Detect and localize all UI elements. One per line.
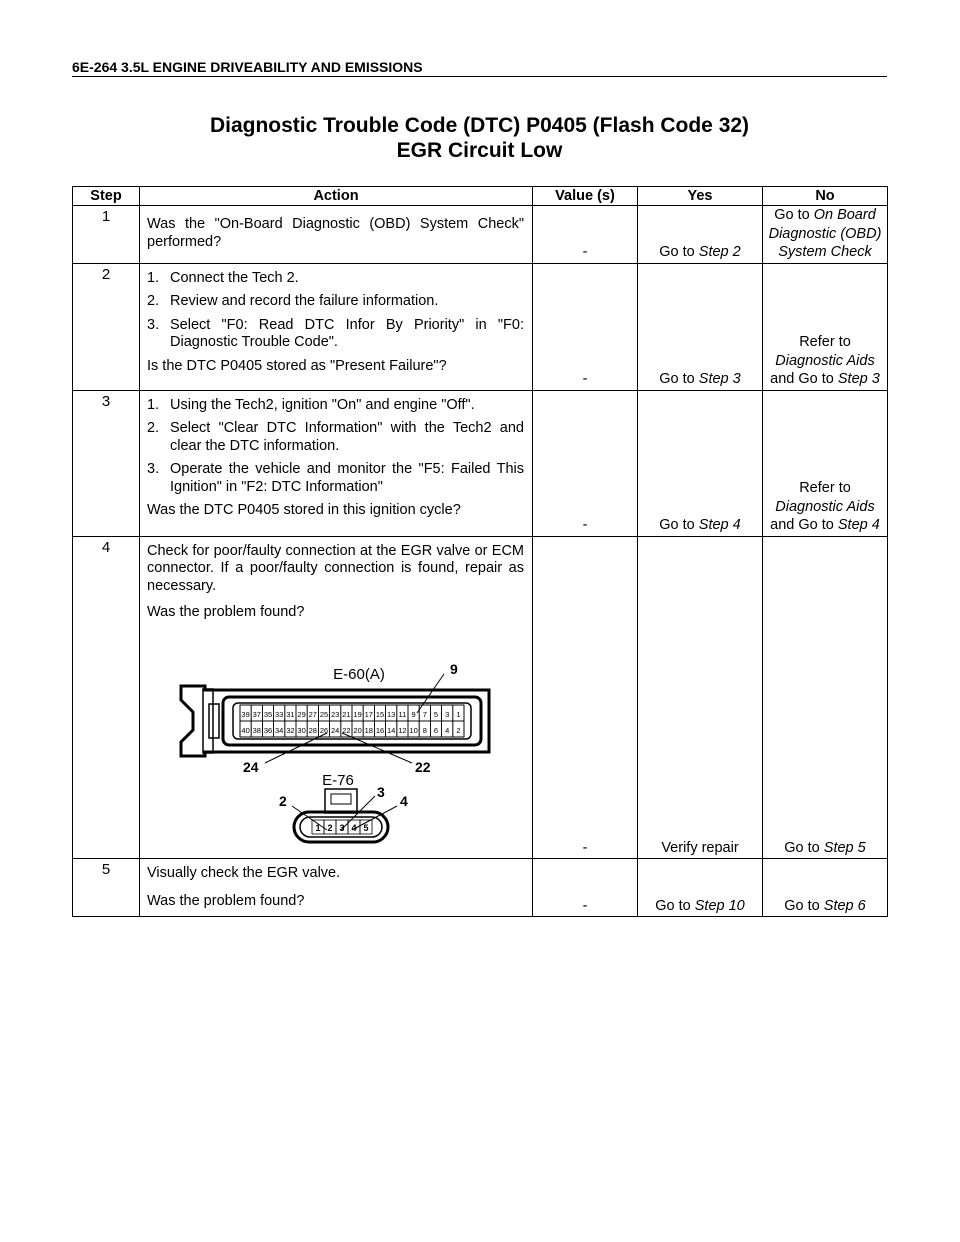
table-row-step-1 (73, 206, 888, 264)
ecm-pin-number: 15 (375, 709, 385, 719)
ecm-pin-number: 33 (275, 709, 284, 719)
ecm-pin-number: 4 (445, 725, 450, 735)
action-question: Was the problem found? (147, 892, 305, 909)
egr-pin-number: 3 (339, 822, 345, 833)
ecm-pin-number: 36 (263, 725, 273, 735)
step-number: 3 (73, 390, 140, 536)
step-number: 1 (73, 206, 140, 264)
no-link[interactable]: Diagnostic Aids (775, 498, 875, 515)
ecm-pin-number: 25 (319, 709, 329, 719)
ecm-pin-number: 3 (445, 709, 450, 719)
no-link[interactable]: Diagnostic Aids (775, 352, 875, 369)
action-item: 1. Using the Tech2, ignition "On" and engine "Off". (147, 396, 475, 413)
action-item: 1. Connect the Tech 2. (147, 269, 299, 286)
yes-link[interactable]: Step 2 (698, 244, 741, 260)
ecm-pin-number: 24 (331, 725, 340, 735)
action-cell (140, 390, 533, 536)
ecm-pin-number: 13 (387, 709, 396, 719)
action-question: Was the DTC P0405 stored in this ignition cycle? (147, 502, 461, 518)
diagnostic-table (72, 186, 888, 917)
ecm-pin-number: 9 (411, 709, 416, 719)
action-text: Visually check the EGR valve. (147, 865, 341, 881)
ecm-callout-22: 22 (415, 758, 431, 775)
egr-connector-label: E-76 (322, 771, 354, 789)
no-link-line-1[interactable]: On Board (813, 207, 876, 223)
table-row-step-3 (73, 390, 888, 536)
action-cell (140, 859, 533, 917)
ecm-pin-number: 26 (319, 725, 329, 735)
ecm-pin-number: 34 (275, 725, 284, 735)
step-number: 2 (73, 263, 140, 390)
value-cell: - (533, 263, 638, 390)
column-header-step: Step (73, 187, 140, 206)
ecm-callout-9: 9 (450, 660, 458, 677)
yes-link[interactable]: Step 10 (694, 897, 745, 914)
ecm-pin-number: 1 (456, 709, 461, 719)
no-link[interactable]: Step 6 (823, 897, 866, 914)
ecm-pin-number: 38 (252, 725, 261, 735)
value-cell: - (533, 206, 638, 264)
ecm-pin-number: 32 (286, 725, 295, 735)
ecm-pin-number: 29 (297, 709, 306, 719)
ecm-pin-number: 37 (252, 709, 261, 719)
action-cell (140, 263, 533, 390)
page-title (72, 113, 887, 163)
egr-callout-4: 4 (400, 792, 408, 809)
action-cell (140, 536, 533, 859)
no-cell: Go to Step 5 (763, 536, 888, 859)
egr-pin-number: 5 (363, 822, 369, 833)
no-cell (763, 206, 888, 264)
column-header-value: Value (s) (533, 187, 638, 206)
no-prefix: Go to (774, 207, 814, 223)
step-number: 4 (73, 536, 140, 859)
ecm-pin-number: 30 (297, 725, 306, 735)
ecm-pin-number: 14 (387, 725, 396, 735)
ecm-pin-number: 22 (342, 725, 351, 735)
yes-prefix: Go to (659, 244, 699, 260)
egr-pin-number: 2 (327, 822, 333, 833)
title-line-2: EGR Circuit Low (396, 139, 563, 162)
title-line-1: Diagnostic Trouble Code (DTC) P0405 (Flash Code 32) (209, 114, 750, 137)
no-link-line-2[interactable]: Diagnostic (OBD) (768, 225, 882, 242)
ecm-pin-number: 35 (263, 709, 273, 719)
ecm-pin-number: 28 (308, 725, 317, 735)
value-cell: - (533, 859, 638, 917)
yes-cell: Go to Step 4 (638, 390, 763, 536)
column-header-no: No (763, 187, 888, 206)
action-text: Was the "On-Board Diagnostic (OBD) System Check" performed? (147, 216, 524, 250)
yes-link[interactable]: Step 3 (698, 371, 741, 387)
ecm-pin-number: 2 (456, 725, 461, 735)
egr-pin-number: 1 (315, 822, 321, 833)
table-header-row (73, 187, 888, 206)
ecm-callout-24: 24 (243, 758, 259, 775)
egr-pin-number: 4 (351, 822, 357, 833)
action-item: 2. Review and record the failure information. (147, 293, 439, 309)
no-cell: Refer to Diagnostic Aids and Go to Step 4 (763, 390, 888, 536)
action-item: 3. Select "F0: Read DTC Infor By Priority" in "F0: Diagnostic Trouble Code". (147, 316, 524, 350)
callout-line-4 (352, 806, 397, 830)
yes-cell: Verify repair (638, 536, 763, 859)
egr-callout-3: 3 (377, 783, 385, 800)
table-row-step-2 (73, 263, 888, 390)
ecm-pin-number: 16 (375, 725, 385, 735)
table-row-step-4 (73, 536, 888, 859)
action-cell (140, 206, 533, 264)
connector-diagram (147, 630, 519, 845)
ecm-pin-number: 19 (353, 709, 362, 719)
column-header-yes: Yes (638, 187, 763, 206)
value-cell: - (533, 536, 638, 859)
action-item: 3. Operate the vehicle and monitor the "F5: Failed This Ignition" in "F2: DTC Information" (147, 461, 524, 495)
no-step-link[interactable]: Step 3 (837, 371, 880, 387)
value-cell: - (533, 390, 638, 536)
yes-cell (638, 206, 763, 264)
action-question: Was the problem found? (147, 604, 305, 620)
ecm-pin-number: 10 (409, 725, 418, 735)
ecm-pin-number: 8 (422, 725, 427, 735)
ecm-pin-number: 23 (331, 709, 340, 719)
yes-link[interactable]: Step 4 (698, 517, 741, 533)
ecm-connector-label: E-60(A) (333, 665, 385, 683)
ecm-pin-number: 18 (364, 725, 373, 735)
ecm-pin-number: 21 (342, 709, 351, 719)
yes-cell: Go to Step 3 (638, 263, 763, 390)
ecm-pin-grid (240, 705, 464, 737)
ecm-pin-number: 17 (364, 709, 373, 719)
ecm-pin-number: 11 (398, 709, 407, 719)
ecm-pin-number: 40 (241, 725, 250, 735)
ecm-pin-number: 27 (308, 709, 317, 719)
no-cell: Refer to Diagnostic Aids and Go to Step 3 (763, 263, 888, 390)
step-number: 5 (73, 859, 140, 917)
ecm-pin-number: 5 (433, 709, 439, 719)
no-link[interactable]: Step 5 (823, 839, 866, 856)
ecm-pin-number: 31 (286, 709, 295, 719)
no-link-line-3[interactable]: System Check (778, 244, 872, 260)
ecm-pin-number: 7 (422, 709, 427, 719)
page-header: 6E-264 3.5L ENGINE DRIVEABILITY AND EMISSIONS (72, 58, 887, 77)
egr-pin-row (312, 820, 372, 834)
no-step-link[interactable]: Step 4 (837, 517, 880, 533)
action-question: Is the DTC P0405 stored as "Present Failure"? (147, 357, 447, 374)
table-row-step-5 (73, 859, 888, 917)
column-header-action: Action (140, 187, 533, 206)
ecm-pin-number: 20 (353, 725, 362, 735)
action-item: 2. Select "Clear DTC Information" with the Tech2 and clear the DTC information. (147, 420, 524, 454)
ecm-pin-number: 6 (433, 725, 439, 735)
ecm-pin-number: 39 (241, 709, 250, 719)
egr-callout-2: 2 (279, 792, 287, 809)
ecm-pin-number: 12 (398, 725, 407, 735)
yes-cell: Go to Step 10 (638, 859, 763, 917)
action-text: Check for poor/faulty connection at the EGR valve or ECM connector. If a poor/faulty connection is found, repair as necessary. (147, 542, 524, 594)
no-cell: Go to Step 6 (763, 859, 888, 917)
